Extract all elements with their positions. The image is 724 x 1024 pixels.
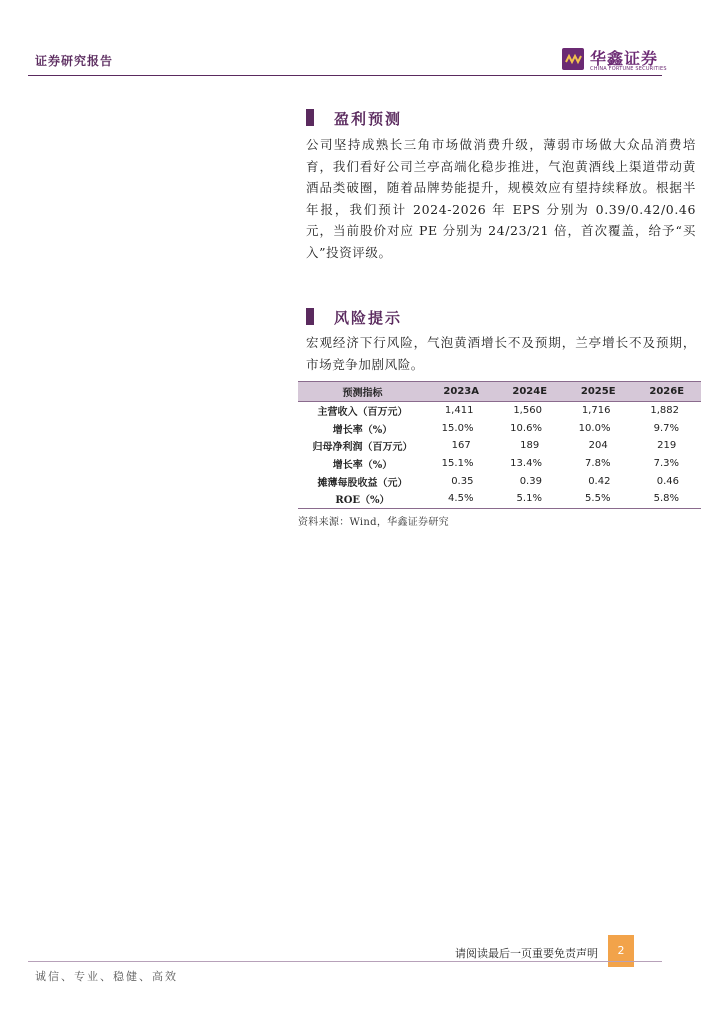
row-label: 增长率（%） (332, 460, 393, 472)
row-label: 归母净利润（百万元） (312, 442, 413, 454)
logo-text: 华鑫证券 (590, 49, 659, 68)
header-divider (28, 75, 662, 76)
table-cell: 1,411 (444, 405, 474, 417)
table-cell: 5.8% (632, 490, 701, 508)
footer-divider (28, 961, 662, 962)
forecast-table (298, 381, 701, 509)
section-title: 风险提示 (334, 309, 403, 327)
table-row (298, 455, 701, 473)
logo-icon (562, 48, 584, 70)
table-cell: 7.8% (585, 458, 611, 470)
table-cell: 10.6% (510, 422, 542, 434)
column-header: 预测指标 (298, 382, 427, 402)
table-cell: 9.7% (653, 422, 679, 434)
table-cell: 1,560 (513, 405, 542, 417)
logo-subtext: CHINA FORTUNE SECURITIES (590, 66, 667, 72)
section-marker (306, 109, 314, 126)
table-cell: 1,882 (650, 405, 679, 417)
company-motto: 诚信、专业、稳健、高效 (35, 970, 178, 983)
row-label: 主营收入（百万元） (317, 407, 408, 419)
table-row (298, 490, 701, 508)
table-header-row (298, 382, 701, 402)
table-cell: 0.42 (588, 475, 611, 487)
table-cell: 0.35 (451, 475, 474, 487)
risk-text: 宏观经济下行风险，气泡黄酒增长不及预期，兰亭增长不及预期，市场竞争加剧风险。 (306, 335, 696, 372)
column-header: 2024E (495, 382, 564, 402)
table-row (298, 420, 701, 438)
table-row (298, 437, 701, 455)
report-type-label: 证券研究报告 (35, 54, 114, 68)
table-cell: 0.39 (519, 475, 542, 487)
page-number: 2 (608, 935, 634, 967)
column-header: 2023A (427, 382, 496, 402)
table-cell: 15.1% (441, 458, 474, 470)
table-row (298, 472, 701, 490)
row-label: ROE（%） (298, 490, 427, 508)
disclaimer-notice: 请阅读最后一页重要免责声明 (455, 947, 598, 960)
section-marker (306, 308, 314, 325)
column-header: 2026E (632, 382, 701, 402)
profit-forecast-text: 公司坚持成熟长三角市场做消费升级，薄弱市场做大众品消费培育，我们看好公司兰亭高端化稳步推进，气泡黄酒线上渠道带动黄酒品类破圈，随着品牌势能提升，规模效应有望持续释放。根据半年报，我们预计 2024-2026 年 EPS 分别为 0.39/0.42/0.46 元，当前股价对应 PE 分别为 24/23/21 倍，首次覆盖，给予“买入”投资评级。 (306, 137, 696, 260)
table-cell: 5.1% (495, 490, 564, 508)
table-cell: 219 (657, 440, 677, 452)
row-label: 增长率（%） (332, 424, 393, 436)
table-cell: 15.0% (441, 422, 474, 434)
table-cell: 167 (451, 440, 471, 452)
table-cell: 4.5% (427, 490, 496, 508)
table-cell: 10.0% (578, 422, 611, 434)
column-header: 2025E (564, 382, 633, 402)
table-cell: 5.5% (564, 490, 633, 508)
table-cell: 0.46 (656, 475, 679, 487)
row-label: 摊薄每股收益（元） (317, 477, 408, 489)
table-cell: 13.4% (510, 458, 542, 470)
company-logo (562, 46, 682, 74)
table-source-note: 资料来源：Wind，华鑫证券研究 (298, 517, 449, 528)
table-row (298, 402, 701, 420)
section-title: 盈利预测 (334, 110, 403, 128)
table-cell: 7.3% (653, 458, 679, 470)
table-cell: 189 (520, 440, 540, 452)
table-cell: 1,716 (581, 405, 611, 417)
table-cell: 204 (588, 440, 608, 452)
